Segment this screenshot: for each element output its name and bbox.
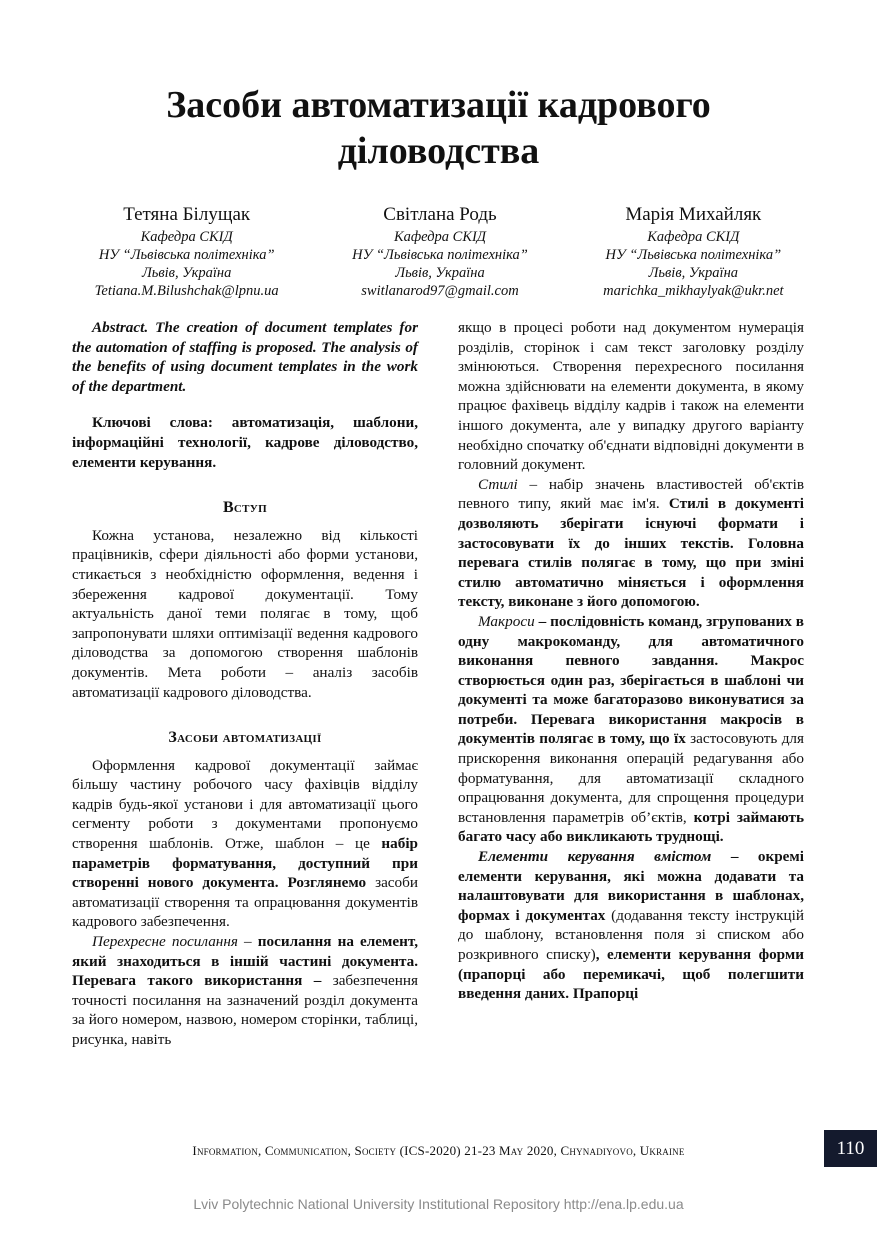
right-paragraph-content-controls	[458, 847, 804, 1004]
text-run-bold: – окремі елементи керування, які можна додавати та налаштовувати для використання в шаблонах, формах і документах	[458, 848, 804, 924]
authors-block	[60, 202, 820, 300]
section-heading-automation: Засоби автоматизації	[168, 729, 322, 747]
term-styles: Стилі	[478, 475, 518, 493]
text-run: – набір значень властивостей об'єктів певного типу, який має ім'я.	[458, 475, 804, 513]
text-run-bold: набір параметрів форматування, доступний при створенні нового документа. Розглянемо	[72, 835, 418, 892]
term-cross-reference: Перехресне посилання	[92, 933, 238, 951]
author-name: Марія Михайляк	[625, 204, 762, 225]
author-city: Львів, Україна	[648, 265, 739, 281]
text-run-bold: – послідовність команд, згрупованих в одну макрокоманду, для автоматичного виконання певного завдання. Макрос створюється один раз, зберігається в шаблоні чи документі та може багаторазово виконуватися за потреби. Перевага використання макросів в документів полягає в тому, що їх	[458, 612, 804, 748]
author-name: Тетяна Білущак	[123, 204, 251, 225]
author-name: Світлана Родь	[383, 204, 497, 225]
author-city: Львів, Україна	[395, 265, 485, 281]
text-run-bold: Стилі в документі дозволяють зберігати існуючі формати і застосовувати їх до інших текстів. Головна перевага стилів полягає в тому, що при зміні стилю автоматично міняється і оформлення тексту, виконане з його допомогою.	[458, 495, 804, 611]
term-macros: Макроси	[478, 612, 535, 630]
conference-footer: Information, Communication, Society (ICS-2020) 21-23 May 2020, Chynadiyovo, Ukraine	[192, 1143, 685, 1158]
right-column	[458, 318, 804, 1004]
author-1	[60, 202, 313, 300]
section2-paragraph-2	[72, 932, 418, 1050]
right-paragraph-styles	[458, 475, 804, 612]
section2-paragraph-1	[72, 756, 418, 932]
text-run-bold: котрі займають багато часу або викликають труднощі.	[458, 808, 805, 846]
intro-heading: Вступ	[222, 499, 268, 517]
abstract: Abstract. The creation of document templates for the automation of staffing is proposed. The analysis of the benefits of using document templates in the work of the department.	[72, 319, 418, 395]
paper-title	[0, 82, 877, 174]
right-paragraph-1: якщо в процесі роботи над документом нумерація розділів, сторінок і сам текст заголовку розділу змінюються. Створення перехресного посилання можна здійснювати на елементи документа, в якому працює фахівець відділу кадрів і також на елементи іншого документа, але у випадку другого варіанту необхідно спочатку об'єднати відповідні документи в головний документ.	[458, 319, 804, 474]
author-university: НУ “Львівська політехніка”	[98, 247, 275, 263]
author-city: Львів, Україна	[141, 265, 232, 281]
text-run: забезпечення точності посилання на зазначений розділ документа за його номером, назвою, номером сторінки, таблиці, рисунка, навіть	[72, 972, 418, 1048]
text-run: Оформлення кадрової документації займає більшу частину робочого часу фахівців відділу кадрів будь-якої установи і для автоматизації цього сегменту роботи з документами пропонуємо створення шаблонів. Отже, шаблон – це	[72, 756, 418, 853]
page-number-badge: 110	[824, 1130, 877, 1167]
text-run: засоби автоматизації створення та опрацювання документів кадрового забезпечення.	[72, 874, 419, 931]
author-department: Кафедра СКІД	[393, 229, 487, 245]
keywords: Ключові слова: автоматизація, шаблони, інформаційні технології, кадрове діловодство, елементи керування.	[72, 414, 418, 471]
left-column	[72, 318, 418, 1050]
author-3	[567, 202, 820, 300]
intro-paragraph: Кожна установа, незалежно від кількості працівників, сфери діяльності або форми установи, стикається з необхідністю оформлення, ведення і збереження кадрової документації. Тому актуальність даної теми полягає в тому, щоб запропонувати шляхи оптимізації ведення кадрового діловодства за допомогою створення шаблонів документів. Мета роботи – аналіз засобів автоматизації кадрового діловодства.	[72, 526, 418, 701]
title-line-1: Засоби автоматизації кадрового	[166, 84, 711, 126]
text-run-bold: посилання на елемент, який знаходиться в іншій частині документа. Перевага такого використання –	[72, 933, 419, 990]
author-email: Tetiana.M.Bilushchak@lpnu.ua	[94, 283, 279, 299]
author-university: НУ “Львівська політехніка”	[352, 247, 528, 263]
text-run: застосовують для прискорення виконання операцій редагування або форматування, для автоматизації складного опрацювання документа, для спрощення процедури встановлення параметрів об’єктів,	[458, 730, 804, 826]
author-department: Кафедра СКІД	[140, 229, 233, 245]
author-department: Кафедра СКІД	[647, 229, 740, 245]
author-university: НУ “Львівська політехніка”	[605, 247, 782, 263]
text-run: –	[237, 933, 258, 951]
title-line-2: діловодства	[337, 130, 540, 172]
text-run: (додавання тексту інструкцій до шаблону, встановлення поля зі списком або розкривного списку)	[458, 906, 805, 963]
author-email: marichka_mikhaylyak@ukr.net	[603, 283, 784, 299]
term-content-controls: Елементи керування вмістом	[478, 848, 712, 866]
author-email: switlanarod97@gmail.com	[361, 283, 519, 299]
author-2	[313, 202, 566, 300]
text-run-bold: , елементи керування форми (прапорці або перемикачі, щоб полегшити введення даних. Прапорці	[458, 946, 804, 1003]
repository-watermark: Lviv Polytechnic National University Institutional Repository http://ena.lp.edu.ua	[193, 1196, 684, 1212]
right-paragraph-macros	[458, 612, 804, 847]
